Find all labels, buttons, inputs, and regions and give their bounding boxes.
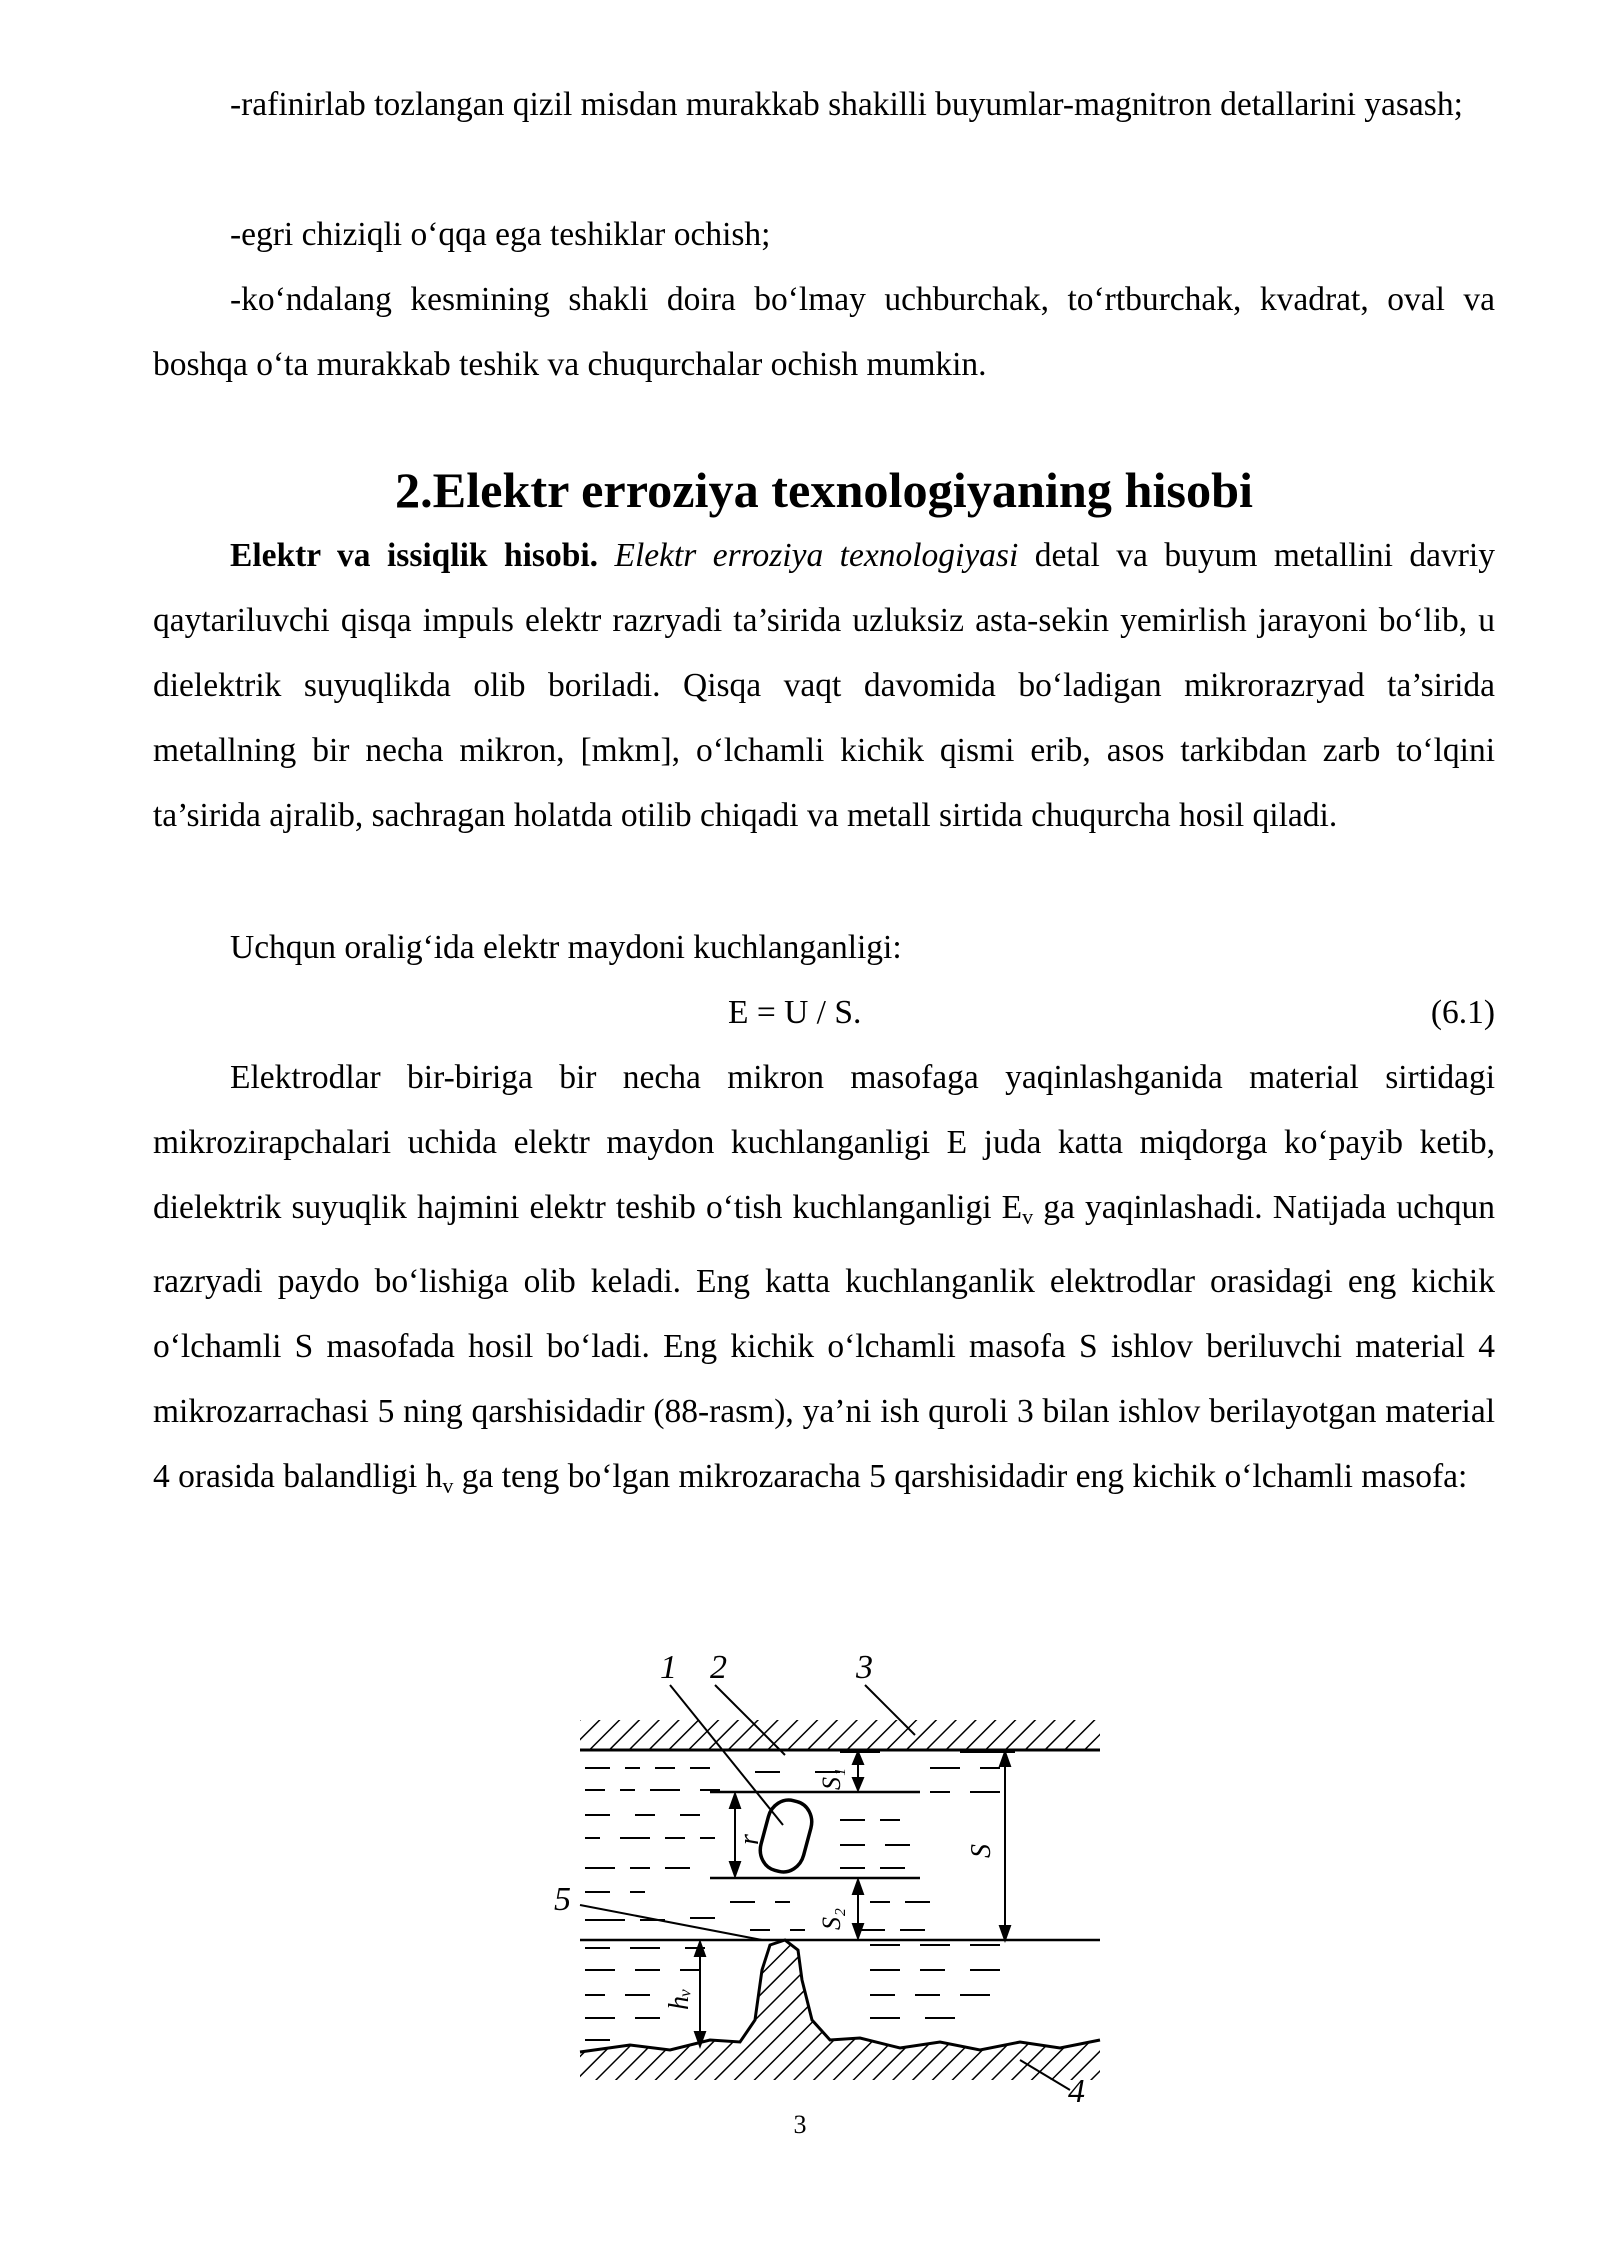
subscript-v-1: v xyxy=(1022,1204,1034,1229)
paragraph-electrodes xyxy=(153,1045,1495,1518)
label-2: 2 xyxy=(710,1649,727,1686)
formula-number: (6.1) xyxy=(1430,994,1495,1031)
paragraph-text-part-c: ga teng bo‘lgan mikrozaracha 5 qarshisidadir eng kichik o‘lchamli masofa: xyxy=(453,1458,1468,1495)
label-hv: hᵥ xyxy=(664,1988,695,2010)
section-heading: 2.Elektr erroziya texnologiyaning hisobi xyxy=(394,462,1253,518)
paragraph-bold-lead: Elektr va issiqlik hisobi. xyxy=(230,537,599,574)
workpiece-hatch xyxy=(580,1940,1100,2080)
paragraph-body-text: detal va buyum metallini davriy qaytariluvchi qisqa impuls elektr razryadi ta’sirida uzluksiz asta-sekin yemirlish jarayoni bo‘lib, u dielektrik suyuqlikda olib boriladi. Qisqa vaqt davomida bo‘ladigan mikrorazryad ta’sirida metallning bir necha mikron, [mkm], o‘lchamli kichik qismi erib, asos tarkibdan zarb to‘lqini ta’sirida ajralib, sachragan holatda otilib chiqadi va metall sirtida chuqurcha hosil qiladi. xyxy=(153,537,1495,834)
label-4: 4 xyxy=(1068,2073,1085,2110)
dimension-s2 xyxy=(853,1880,863,1938)
label-1: 1 xyxy=(660,1649,677,1686)
paragraph-list-item-2: -egri chiziqli o‘qqa ega teshiklar ochish; xyxy=(230,216,771,253)
dimension-hv xyxy=(695,1942,705,2046)
label-s1: S₁ xyxy=(817,1767,846,1790)
figure-88-electrode-gap-diagram xyxy=(540,1640,1120,2110)
label-s2: S₂ xyxy=(817,1907,846,1930)
page-number: 3 xyxy=(793,2110,807,2139)
paragraph-list-item-1: -rafinirlab tozlangan qizil misdan murakkab shakilli buyumlar-magnitron detallarini yasash; xyxy=(230,86,1463,123)
label-3: 3 xyxy=(856,1649,873,1686)
paragraph-list-item-3: -ko‘ndalang kesmining shakli doira bo‘lmay uchburchak, to‘rtburchak, kvadrat, oval va boshqa o‘ta murakkab teshik va chuqurchalar ochish mumkin. xyxy=(153,281,1495,383)
paragraph-field-strength-intro: Uchqun oralig‘ida elektr maydoni kuchlanganligi: xyxy=(230,929,902,966)
subscript-v-2: v xyxy=(442,1473,454,1498)
label-s: S xyxy=(966,1844,997,1858)
paragraph-text-part-a: Elektrodlar bir-biriga bir necha mikron masofaga yaqinlashganida material sirtidagi mikrozirapchalari uchida elektr maydon kuchlanganligi E juda katta miqdorga ko‘payib ketib, dielektrik suyuqlik hajmini elektr teshib o‘tish kuchlanganligi E xyxy=(153,1059,1495,1226)
paragraph-text-part-b: ga yaqinlashadi. Natijada uchqun razryadi paydo bo‘lishiga olib keladi. Eng katta kuchlanganlik elektrodlar orasidagi eng kichik o‘lchamli S masofada hosil bo‘ladi. Eng kichik o‘lchamli masofa S ishlov beriluvchi material 4 mikrozarrachasi 5 ning qarshisidadir (88-rasm), ya’ni ish quroli 3 bilan ishlov berilayotgan material 4 orasida balandligi h xyxy=(153,1189,1495,1495)
paragraph-electric-heat-calc xyxy=(153,523,1495,848)
tool-electrode-hatch xyxy=(580,1720,1100,1750)
label-5: 5 xyxy=(554,1881,571,1918)
label-r: r xyxy=(734,1834,765,1845)
workpiece-surface xyxy=(580,1940,1100,2052)
formula-expression: E = U / S. xyxy=(728,994,862,1031)
paragraph-italic-term: Elektr erroziya texnologiyasi xyxy=(614,537,1019,574)
dimension-s1 xyxy=(840,1752,880,1790)
